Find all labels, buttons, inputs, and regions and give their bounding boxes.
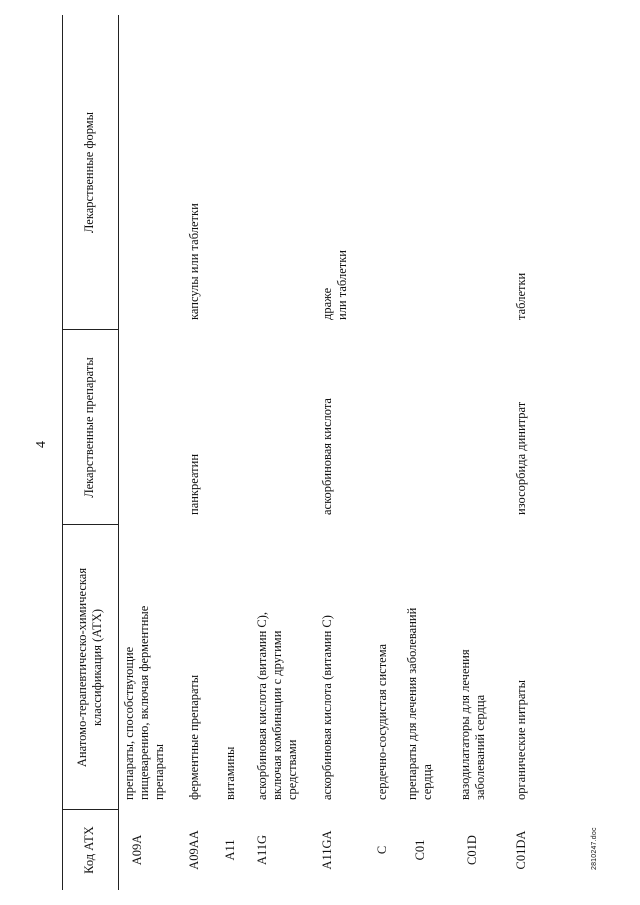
row-classification: препараты, способствующие пищеварению, включая ферментные препараты (122, 605, 166, 800)
row-classification: аскорбиновая кислота (витамин С), включая комбинации с другими средствами (255, 611, 299, 800)
row-form: капсулы или таблетки (187, 203, 201, 320)
row-code: C01D (465, 835, 479, 865)
row-classification: сердечно-сосудистая система (375, 643, 389, 800)
header-preparations: Лекарственные препараты (82, 357, 96, 498)
row-classification: аскорбиновая кислота (витамин С) (320, 615, 334, 800)
row-classification: ферментные препараты (187, 674, 201, 800)
page-number: 4 (34, 441, 49, 448)
row-classification: витамины (223, 746, 237, 800)
row-code: C (375, 845, 389, 855)
row-code: A11G (255, 834, 269, 866)
row-classification: вазодилататоры для лечения заболеваний сердца (458, 649, 487, 800)
table-top-border (62, 15, 63, 890)
row-preparation: аскорбиновая кислота (320, 398, 334, 515)
header-code: Код АТХ (82, 826, 96, 874)
row-code: A11 (223, 839, 237, 861)
header-classification: Анатомо-терапевтическо-химическая классификация (АТХ) (75, 567, 104, 768)
row-code: A11GA (320, 830, 334, 870)
header-forms: Лекарственные формы (82, 111, 96, 234)
row-form: таблетки (514, 272, 528, 320)
file-name-footer: 2810247.doc (591, 827, 598, 870)
row-classification: препараты для лечения заболеваний сердца (405, 607, 434, 800)
row-classification: органические нитраты (514, 679, 528, 800)
row-code: A09AA (187, 830, 201, 870)
row-preparation: панкреатин (187, 453, 201, 515)
row-form: драже или таблетки (320, 250, 349, 320)
row-code: C01 (413, 839, 427, 861)
rotated-document (30, 15, 610, 890)
row-code: A09A (130, 834, 144, 866)
row-preparation: изосорбида динитрат (514, 401, 528, 515)
row-code: C01DA (514, 830, 528, 870)
table-header-divider (118, 15, 119, 890)
